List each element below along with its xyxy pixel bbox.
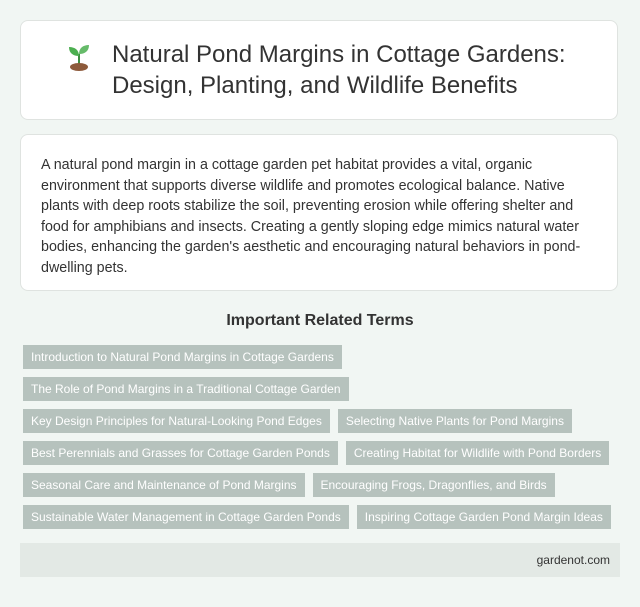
related-term-tag[interactable]: Encouraging Frogs, Dragonflies, and Birds [313,473,555,497]
related-term-tag[interactable]: Sustainable Water Management in Cottage Garden Ponds [23,505,349,529]
related-term-tag[interactable]: Inspiring Cottage Garden Pond Margin Ideas [357,505,611,529]
related-terms-list [23,345,623,537]
related-term-tag[interactable]: The Role of Pond Margins in a Traditional Cottage Garden [23,377,349,401]
tag-row [23,377,623,401]
related-terms-heading: Important Related Terms [226,312,414,329]
related-term-tag[interactable]: Best Perennials and Grasses for Cottage Garden Ponds [23,441,338,465]
tag-row [23,441,623,465]
related-term-tag[interactable]: Selecting Native Plants for Pond Margins [338,409,572,433]
footer [20,543,620,577]
tag-row [23,345,623,369]
related-term-tag[interactable]: Introduction to Natural Pond Margins in Cottage Gardens [23,345,342,369]
header-card [20,20,618,120]
description-text: A natural pond margin in a cottage garden pet habitat provides a vital, organic environment that supports diverse wildlife and promotes ecological balance. Native plants with deep roots stabilize the soil, preventing erosion while offering shelter and food for amphibians and insects. Creating a gently sloping edge mimics natural water bodies, enhancing the garden's aesthetic and encouraging natural behaviors in pond-dwelling pets. [41,157,581,276]
tag-row [23,409,623,433]
description-card [20,134,618,291]
page-title: Natural Pond Margins in Cottage Gardens: Design, Planting, and Wildlife Benefits [112,41,566,99]
header-inner [66,39,572,101]
related-term-tag[interactable]: Creating Habitat for Wildlife with Pond Borders [346,441,609,465]
tag-row [23,505,623,529]
footer-site-link[interactable]: gardenot.com [536,553,610,567]
sprout-icon [66,43,92,71]
related-term-tag[interactable]: Seasonal Care and Maintenance of Pond Margins [23,473,305,497]
tag-row [23,473,623,497]
related-term-tag[interactable]: Key Design Principles for Natural-Looking Pond Edges [23,409,330,433]
